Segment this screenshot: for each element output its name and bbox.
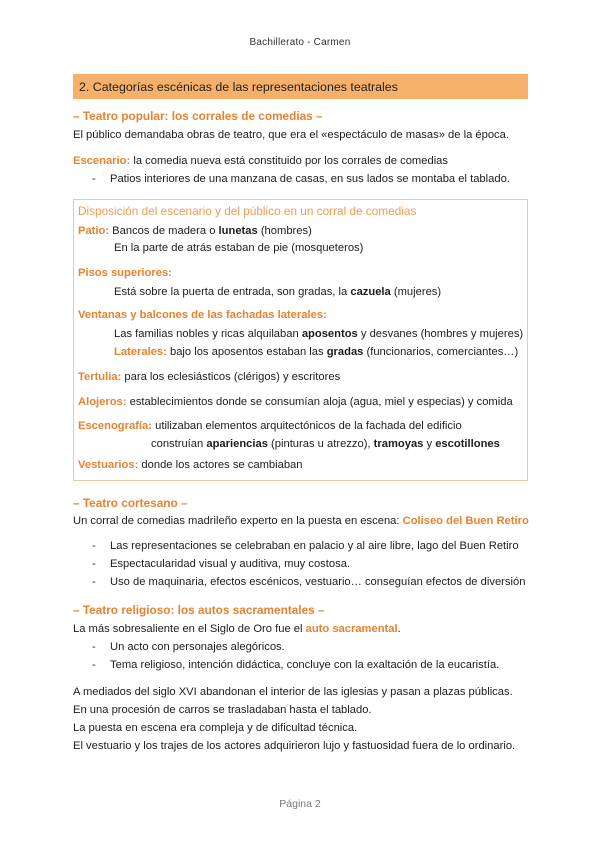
vestuarios-line [78, 459, 303, 471]
box-title: Disposición del escenario y del público en un corral de comedias [78, 204, 417, 218]
ventanas-line [114, 328, 523, 340]
laterales-post: (funcionarios, comerciantes…) [363, 346, 519, 358]
cortesano-bullet: Las representaciones se celebraban en palacio y al aire libre, lago del Buen Retiro [110, 540, 519, 552]
heading-teatro-cortesano: – Teatro cortesano – [73, 496, 188, 510]
bullet-dash: - [92, 173, 96, 185]
religioso-paragraph-line: La puesta en escena era compleja y de dificultad técnica. [73, 722, 358, 734]
cortesano-intro-text: Un corral de comedias madrileño experto en la puesta en escena: [73, 515, 403, 527]
alojeros-text: establecimientos donde se consumían aloja (agua, miel y especias) y comida [126, 396, 513, 408]
ventanas-label: Ventanas y balcones de las fachadas laterales: [78, 309, 327, 321]
religioso-bullet: Un acto con personajes alegóricos. [110, 641, 285, 653]
pisos-line [114, 286, 441, 298]
escenografia-line2 [151, 438, 500, 450]
escotillones-term: escotillones [435, 438, 500, 450]
bullet-dash: - [92, 641, 96, 653]
religioso-paragraph-line: En una procesión de carros se trasladaban hasta el tablado. [73, 704, 372, 716]
religioso-intro-end: . [397, 623, 401, 635]
bullet-dash: - [92, 558, 96, 570]
vestuarios-label: Vestuarios: [78, 459, 139, 471]
bullet-dash: - [92, 576, 96, 588]
patio-label: Patio: [78, 225, 110, 237]
alojeros-label: Alojeros: [78, 396, 127, 408]
religioso-intro [73, 623, 401, 635]
religioso-intro-text: La más sobresaliente en el Siglo de Oro fue el [73, 623, 306, 635]
heading-teatro-popular: – Teatro popular: los corrales de comedias – [73, 109, 323, 123]
pisos-label: Pisos superiores: [78, 267, 172, 279]
auto-sacramental-highlight: auto sacramental [305, 623, 398, 635]
tertulia-line [78, 371, 340, 383]
apariencias-term: apariencias [206, 438, 268, 450]
esceno-pre: construían [151, 438, 207, 450]
ventanas-pre: Las familias nobles y ricas alquilaban [114, 328, 302, 340]
popular-intro: El público demandaba obras de teatro, que era el «espectáculo de masas» de la época. [73, 129, 509, 141]
pisos-pre: Está sobre la puerta de entrada, son gradas, la [114, 286, 351, 298]
tramoyas-term: tramoyas [373, 438, 424, 450]
escenario-text: la comedia nueva está constituido por los corrales de comedias [130, 155, 448, 167]
aposentos-term: aposentos [301, 328, 358, 340]
coliseo-highlight: Coliseo del Buen Retiro [402, 515, 529, 527]
bullet-dash: - [92, 540, 96, 552]
escenario-line [73, 155, 448, 167]
laterales-label: Laterales: [114, 346, 167, 358]
tertulia-text: para los eclesiásticos (clérigos) y escritores [121, 371, 341, 383]
alojeros-line [78, 396, 513, 408]
section-title [73, 74, 528, 99]
cortesano-intro [73, 515, 529, 527]
vestuarios-text: donde los actores se cambiaban [138, 459, 303, 471]
religioso-paragraph-line: A mediados del siglo XVI abandonan el interior de las iglesias y pasan a plazas públicas. [73, 686, 513, 698]
laterales-line [114, 346, 518, 358]
esceno-mid1: (pinturas u atrezzo), [267, 438, 374, 450]
pisos-post: (mujeres) [390, 286, 442, 298]
heading-teatro-religioso: – Teatro religioso: los autos sacramentales – [73, 603, 325, 617]
laterales-pre: bajo los aposentos estaban las [166, 346, 327, 358]
escenografia-text: utilizaban elementos arquitectónicos de la fachada del edificio [152, 420, 462, 432]
cazuela-term: cazuela [350, 286, 391, 298]
cortesano-bullet: Uso de maquinaria, efectos escénicos, vestuario… conseguían efectos de diversión [110, 576, 526, 588]
section-title-text: 2. Categorías escénicas de las representaciones teatrales [79, 79, 398, 94]
page-number: Página 2 [279, 798, 321, 810]
escenografia-label: Escenografía: [78, 420, 152, 432]
patio-text-pre: Bancos de madera o [109, 225, 219, 237]
lunetas-term: lunetas [218, 225, 258, 237]
bullet-dash: - [92, 659, 96, 671]
patio-line1 [78, 225, 312, 237]
escenario-label: Escenario: [73, 155, 131, 167]
gradas-term: gradas [326, 346, 364, 358]
page-header: Bachillerato - Carmen [249, 37, 351, 48]
religioso-bullet: Tema religioso, intención didáctica, concluye con la exaltación de la eucaristía. [110, 659, 500, 671]
patio-text-post: (hombres) [257, 225, 312, 237]
escenografia-line1 [78, 420, 462, 432]
cortesano-bullet: Espectacularidad visual y auditiva, muy costosa. [110, 558, 351, 570]
patio-line2: En la parte de atrás estaban de pie (mosqueteros) [114, 242, 364, 254]
ventanas-post: y desvanes (hombres y mujeres) [357, 328, 524, 340]
esceno-mid2: y [423, 438, 436, 450]
escenario-bullet: Patios interiores de una manzana de casas, en sus lados se montaba el tablado. [110, 173, 510, 185]
tertulia-label: Tertulia: [78, 371, 122, 383]
religioso-paragraph-line: El vestuario y los trajes de los actores adquirieron lujo y fastuosidad fuera de lo ordinario. [73, 740, 516, 752]
